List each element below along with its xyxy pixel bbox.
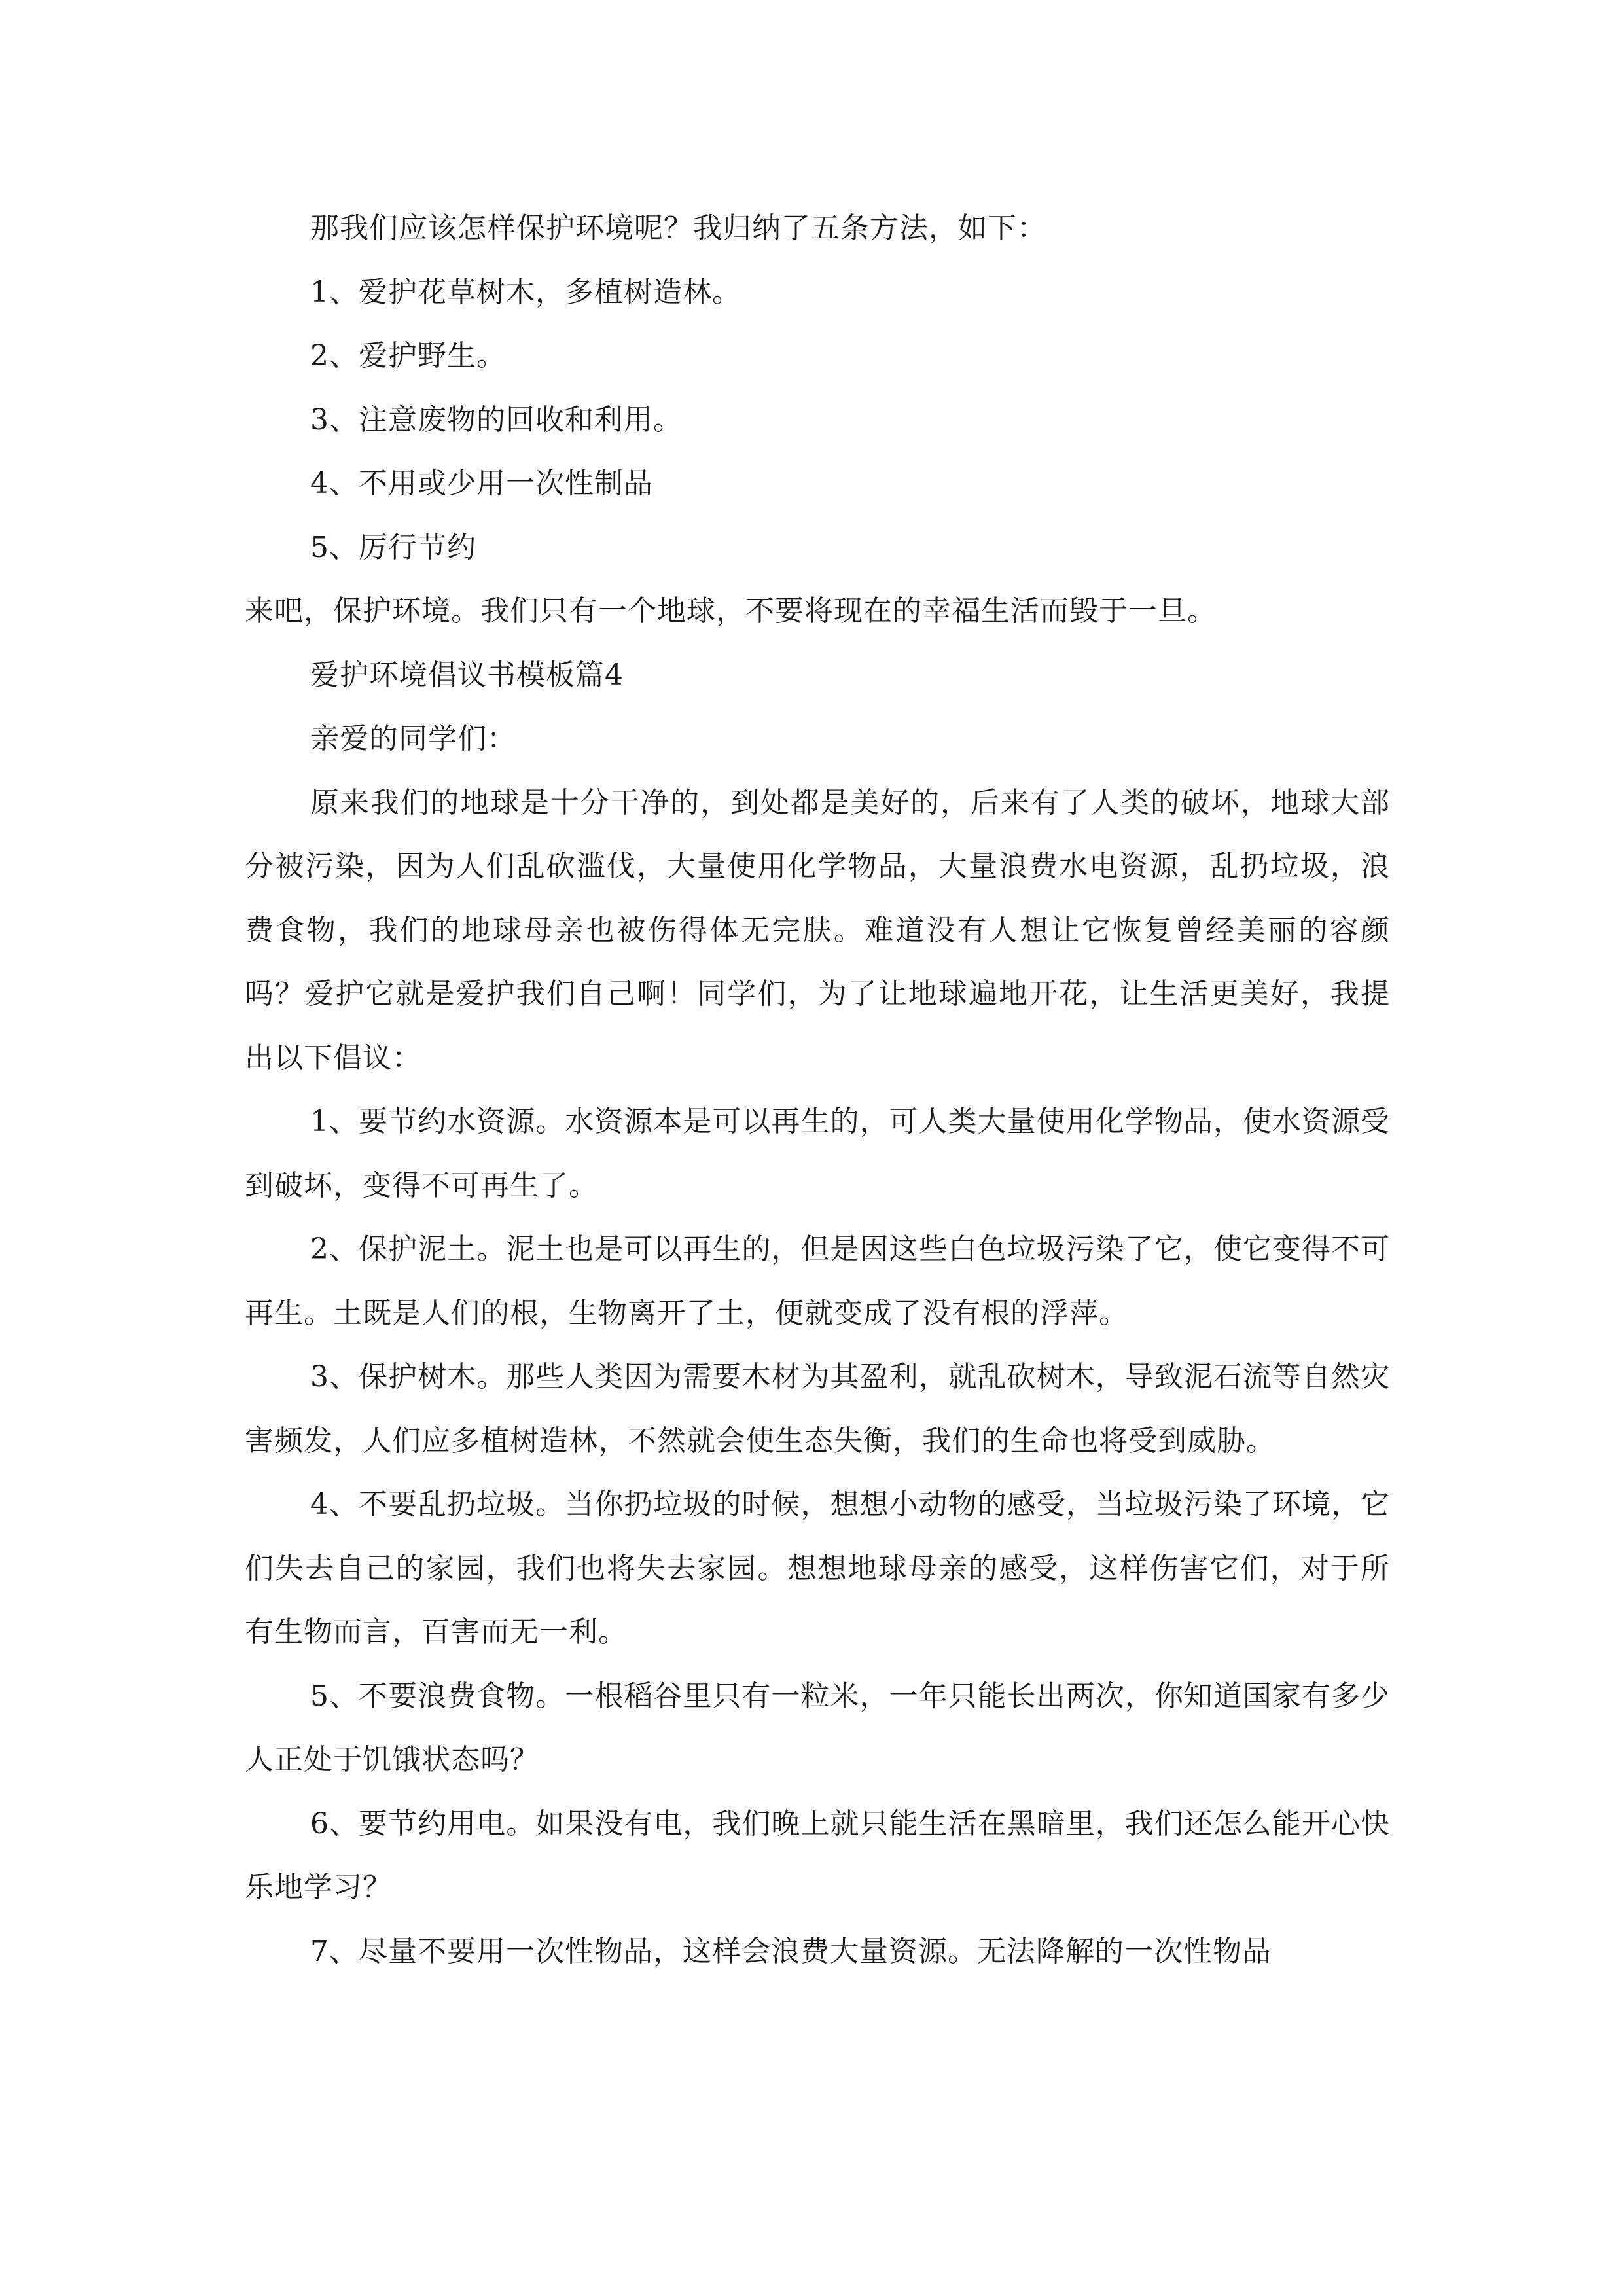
list-item-4-disposables: 4、不用或少用一次性制品: [310, 467, 653, 500]
proposal-7-disposables: 7、尽量不要用一次性物品，这样会浪费大量资源。无法降解的一次性物品: [310, 1934, 1272, 1968]
proposal-3-trees: 3、保护树木。那些人类因为需要木材为其盈利，就乱砍树木，导致泥石流等自然灾害频发，人们应多植树造林，不然就会使生态失衡，我们的生命也将受到威胁。: [245, 1360, 1390, 1458]
list-item-5-thrift: 5、厉行节约: [310, 530, 476, 564]
proposal-6-electricity: 6、要节约用电。如果没有电，我们晚上就只能生活在黑暗里，我们还怎么能开心快乐地学习？: [245, 1806, 1390, 1904]
section-title: 爱护环境倡议书模板篇4: [310, 658, 624, 692]
list-item-3-recycling: 3、注意废物的回收和利用。: [310, 403, 683, 437]
proposal-2-soil: 2、保护泥土。泥土也是可以再生的，但是因这些白色垃圾污染了它，使它变得不可再生。土既是人们的根，生物离开了土，便就变成了没有根的浮萍。: [245, 1232, 1390, 1330]
proposal-4-litter: 4、不要乱扔垃圾。当你扔垃圾的时候，想想小动物的感受，当垃圾污染了环境，它们失去自己的家园，我们也将失去家园。想想地球母亲的感受，这样伤害它们，对于所有生物而言，百害而无一利。: [245, 1488, 1390, 1649]
salutation: 亲爱的同学们：: [310, 722, 516, 755]
proposal-1-water: 1、要节约水资源。水资源本是可以再生的，可人类大量使用化学物品，使水资源受到破坏，变得不可再生了。: [245, 1105, 1390, 1202]
paragraph-closing: 来吧，保护环境。我们只有一个地球，不要将现在的幸福生活而毁于一旦。: [245, 594, 1217, 628]
list-item-2-wildlife: 2、爱护野生。: [310, 339, 506, 372]
list-item-1-plant-trees: 1、爱护花草树木，多植树造林。: [310, 275, 741, 309]
document-body: [245, 196, 1390, 1983]
paragraph-body-intro: 原来我们的地球是十分干净的，到处都是美好的，后来有了人类的破坏，地球大部分被污染，因为人们乱砍滥伐，大量使用化学物品，大量浪费水电资源，乱扔垃圾，浪费食物，我们的地球母亲也被伤得体无完肤。难道没有人想让它恢复曾经美丽的容颜吗？爱护它就是爱护我们自己啊！同学们，为了让地球遍地开花，让生活更美好，我提出以下倡议：: [245, 785, 1390, 1075]
proposal-5-food: 5、不要浪费食物。一根稻谷里只有一粒米，一年只能长出两次，你知道国家有多少人正处于饥饿状态吗？: [245, 1679, 1390, 1776]
paragraph-intro-question: 那我们应该怎样保护环境呢？我归纳了五条方法，如下：: [310, 211, 1046, 245]
